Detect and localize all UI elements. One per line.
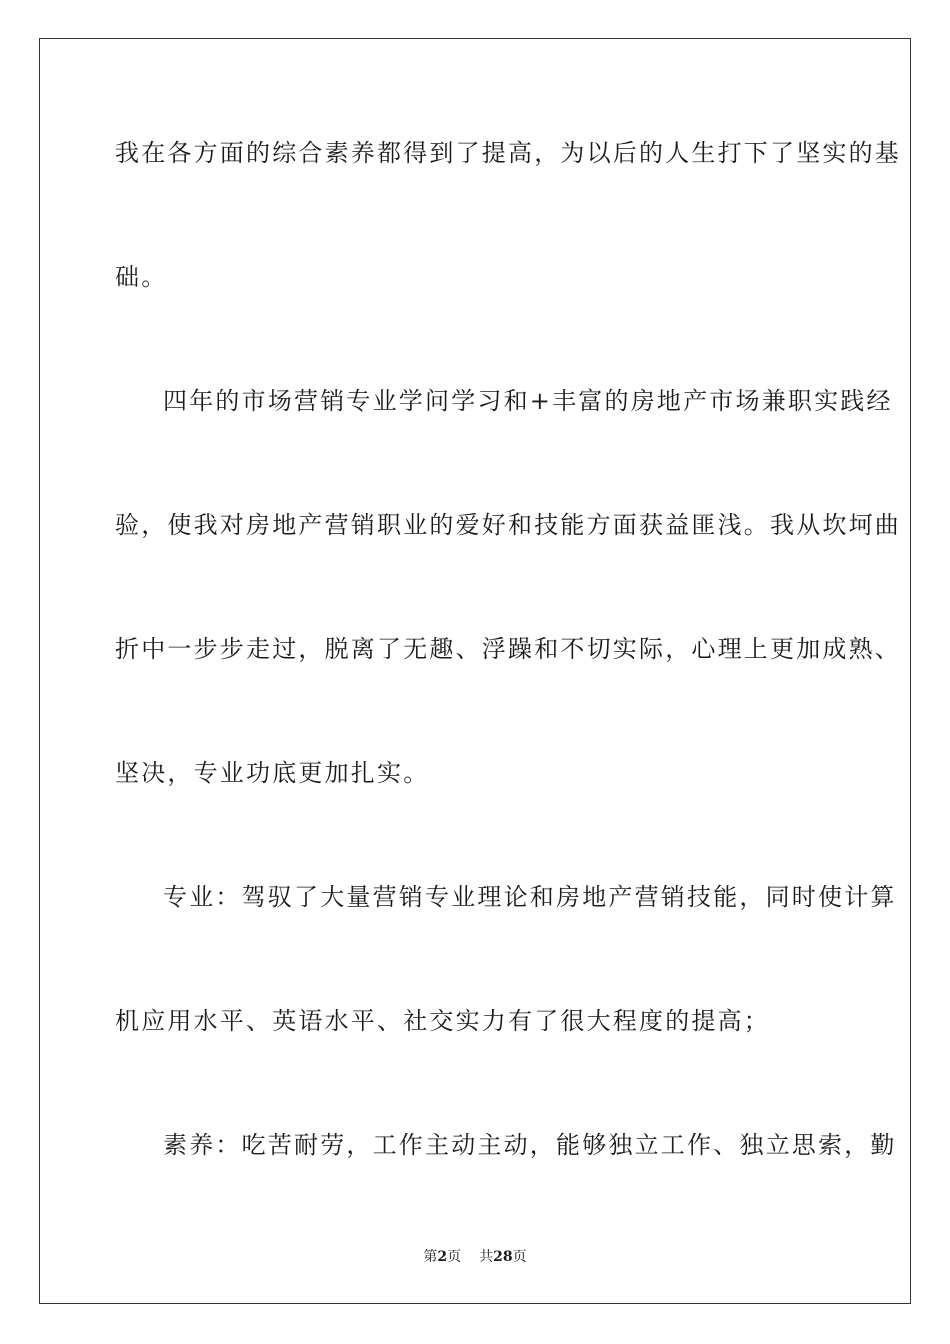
text-line: 我在各方面的综合素养都得到了提高，为以后的人生打下了坚实的基 <box>115 139 901 167</box>
paragraph-start-line: 四年的市场营销专业学问学习和+丰富的房地产市场兼职实践经 <box>163 387 893 415</box>
total-suffix: 页 <box>512 1249 527 1265</box>
page-footer <box>0 1248 950 1266</box>
text-line: 验，使我对房地产营销职业的爱好和技能方面获益匪浅。我从坎坷曲 <box>115 511 901 539</box>
paragraph-start-line: 素养：吃苦耐劳，工作主动主动，能够独立工作、独立思索，勤 <box>163 1131 897 1159</box>
text-line: 折中一步步走过，脱离了无趣、浮躁和不切实际，心理上更加成熟、 <box>115 635 901 663</box>
total-prefix: 共 <box>479 1249 494 1265</box>
page-number: 2 <box>437 1249 448 1265</box>
text-line: 坚决，专业功底更加扎实。 <box>115 759 430 787</box>
text-line: 础。 <box>115 263 168 291</box>
total-pages: 28 <box>493 1249 513 1265</box>
text-line: 机应用水平、英语水平、社交实力有了很大程度的提高； <box>115 1007 770 1035</box>
paragraph-start-line: 专业：驾驭了大量营销专业理论和房地产营销技能，同时使计算 <box>163 883 897 911</box>
page-prefix: 第 <box>423 1249 438 1265</box>
page-frame <box>39 38 911 1304</box>
page-suffix: 页 <box>447 1249 462 1265</box>
